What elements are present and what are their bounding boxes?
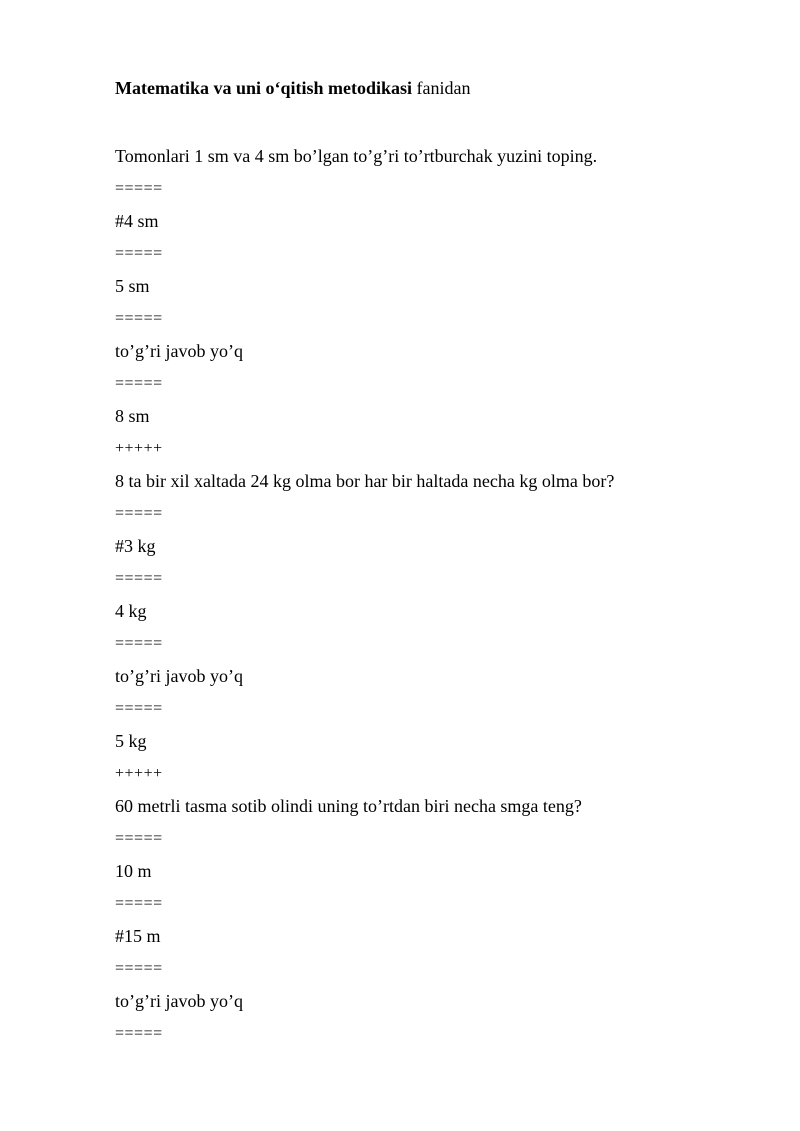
answer-option: 4 kg	[115, 601, 147, 621]
separator-line: +++++	[115, 439, 163, 457]
answer-option: #15 m	[115, 926, 161, 946]
separator-line: +++++	[115, 764, 163, 782]
separator-line: =====	[115, 894, 163, 912]
title-rest: fanidan	[412, 78, 471, 98]
separator-line: =====	[115, 569, 163, 587]
answer-option: 5 sm	[115, 276, 150, 296]
separator-line: =====	[115, 1024, 163, 1042]
separator-line: =====	[115, 504, 163, 522]
question-text: 60 metrli tasma sotib olindi uning to’rtdan biri necha smga teng?	[115, 796, 582, 816]
separator-line: =====	[115, 309, 163, 327]
separator-line: =====	[115, 699, 163, 717]
answer-option: to’g’ri javob yo’q	[115, 991, 243, 1011]
answer-option: 5 kg	[115, 731, 147, 751]
answer-option: 8 sm	[115, 406, 150, 426]
separator-line: =====	[115, 959, 163, 977]
title-bold: Matematika va uni o‘qitish metodikasi	[115, 78, 413, 98]
separator-line: =====	[115, 374, 163, 392]
question-list	[115, 140, 715, 1050]
separator-line: =====	[115, 829, 163, 847]
question-text: 8 ta bir xil xaltada 24 kg olma bor har bir haltada necha kg olma bor?	[115, 471, 615, 491]
answer-option: to’g’ri javob yo’q	[115, 341, 243, 361]
document-title	[115, 76, 715, 100]
answer-option: 10 m	[115, 861, 152, 881]
document-page	[115, 76, 715, 1042]
question-text: Tomonlari 1 sm va 4 sm bo’lgan to’g’ri to’rtburchak yuzini toping.	[115, 146, 598, 166]
answer-option: #4 sm	[115, 211, 159, 231]
answer-option: #3 kg	[115, 536, 156, 556]
separator-line: =====	[115, 244, 163, 262]
separator-line: =====	[115, 179, 163, 197]
separator-line: =====	[115, 634, 163, 652]
answer-option: to’g’ri javob yo’q	[115, 666, 243, 686]
